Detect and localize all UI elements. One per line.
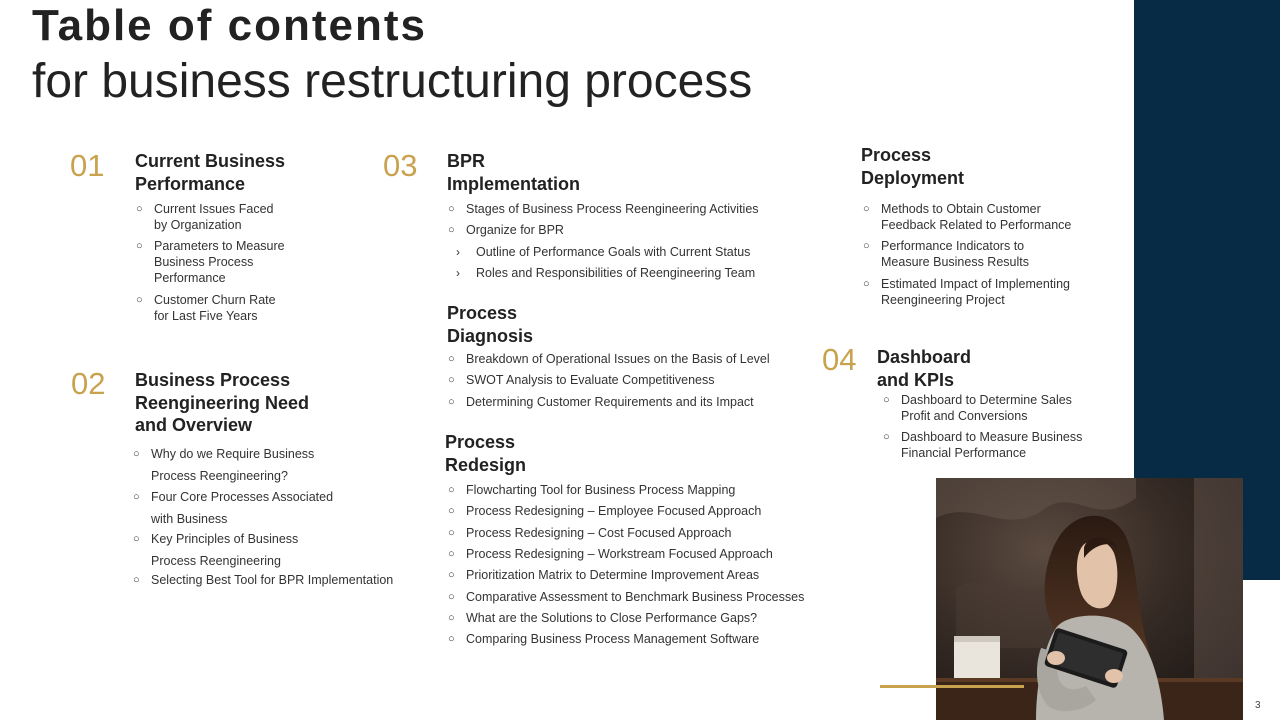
list-item: ○ Comparing Business Process Management Software — [448, 632, 760, 646]
list-item: ○ Breakdown of Operational Issues on the Basis of Level — [448, 352, 770, 366]
sub-list-item: › Roles and Responsibilities of Reengineering Team — [456, 266, 756, 280]
section-heading-bpr-implementation: BPR Implementation — [447, 151, 581, 194]
list-item: ○ Performance Indicators to Measure Business Results — [863, 239, 1029, 269]
page-number: 3 — [1255, 700, 1261, 711]
list-item: ○ Customer Churn Rate for Last Five Years — [136, 293, 276, 323]
gold-accent-line — [880, 685, 1024, 688]
list-item: ○ Parameters to Measure Business Process Performance — [136, 239, 285, 285]
bullet-circle-icon: ○ — [448, 527, 455, 539]
bullet-circle-icon: ○ — [448, 353, 455, 365]
list-item: ○ Prioritization Matrix to Determine Improvement Areas — [448, 568, 760, 582]
bullet-circle-icon: ○ — [136, 294, 143, 306]
bullet-circle-icon: ○ — [448, 505, 455, 517]
section-heading-dashboard-and-kpis: Dashboard and KPIs — [877, 347, 972, 390]
bullet-circle-icon: ○ — [448, 633, 455, 645]
section-heading-business-process-reengineering: Business Process Reengineering Need and Overview — [135, 370, 310, 435]
list-item: ○ Process Redesigning – Workstream Focused Approach — [448, 547, 773, 561]
bullet-circle-icon: ○ — [448, 548, 455, 560]
section-number-03: 03 — [383, 148, 418, 183]
section-number-01: 01 — [70, 148, 105, 183]
section-heading-process-diagnosis: Process Diagnosis — [447, 303, 534, 346]
woman-with-tablet-photo — [936, 478, 1243, 720]
bullet-circle-icon: ○ — [133, 533, 140, 545]
list-item: ○ Stages of Business Process Reengineering Activities — [448, 202, 759, 216]
list-item: ○ What are the Solutions to Close Performance Gaps? — [448, 611, 758, 625]
bullet-circle-icon: ○ — [133, 448, 140, 460]
section-heading-process-deployment: Process Deployment — [861, 145, 965, 188]
list-item: ○ Current Issues Faced by Organization — [136, 202, 274, 232]
bullet-circle-icon: ○ — [448, 569, 455, 581]
section-heading-process-redesign: Process Redesign — [445, 432, 527, 475]
chevron-right-icon: › — [456, 266, 460, 280]
sub-list-item: › Outline of Performance Goals with Current Status — [456, 245, 751, 259]
bullet-circle-icon: ○ — [448, 396, 455, 408]
bullet-circle-icon: ○ — [883, 394, 890, 406]
list-item: ○ Methods to Obtain Customer Feedback Related to Performance — [863, 202, 1072, 232]
list-item: ○ Determining Customer Requirements and its Impact — [448, 395, 754, 409]
list-item: ○ Four Core Processes Associated with Business — [151, 487, 333, 530]
bullet-circle-icon: ○ — [448, 612, 455, 624]
bullet-circle-icon: ○ — [883, 431, 890, 443]
list-item: ○ SWOT Analysis to Evaluate Competitiveness — [448, 373, 715, 387]
list-item: ○ Comparative Assessment to Benchmark Business Processes — [448, 590, 805, 604]
list-item: ○ Process Redesigning – Cost Focused Approach — [448, 526, 732, 540]
section-heading-current-business-performance: Current Business Performance — [135, 151, 286, 194]
list-item: ○ Selecting Best Tool for BPR Implementation — [133, 573, 394, 587]
bullet-circle-icon: ○ — [448, 224, 455, 236]
bullet-circle-icon: ○ — [136, 203, 143, 215]
bullet-circle-icon: ○ — [448, 203, 455, 215]
list-item: ○ Key Principles of Business Process Reengineering — [151, 529, 298, 572]
bullet-circle-icon: ○ — [863, 240, 870, 252]
bullet-circle-icon: ○ — [863, 278, 870, 290]
bullet-circle-icon: ○ — [133, 491, 140, 503]
list-item: ○ Process Redesigning – Employee Focused Approach — [448, 504, 762, 518]
bullet-circle-icon: ○ — [136, 240, 143, 252]
list-item: ○ Dashboard to Measure Business Financial Performance — [883, 430, 1083, 460]
list-item: ○ Estimated Impact of Implementing Reengineering Project — [863, 277, 1070, 307]
list-item: ○ Organize for BPR — [448, 223, 564, 237]
bullet-circle-icon: ○ — [448, 591, 455, 603]
bullet-circle-icon: ○ — [133, 574, 140, 586]
bullet-circle-icon: ○ — [863, 203, 870, 215]
chevron-right-icon: › — [456, 245, 460, 259]
page-subtitle: for business restructuring process — [32, 55, 753, 108]
section-number-04: 04 — [822, 342, 857, 377]
list-item: ○ Dashboard to Determine Sales Profit and Conversions — [883, 393, 1072, 423]
list-item: ○ Flowcharting Tool for Business Process Mapping — [448, 483, 736, 497]
list-item: ○ Why do we Require Business Process Reengineering? — [151, 444, 314, 487]
bullet-circle-icon: ○ — [448, 484, 455, 496]
bullet-circle-icon: ○ — [448, 374, 455, 386]
page-title: Table of contents — [32, 1, 427, 50]
photo-illustration — [936, 478, 1243, 720]
section-number-02: 02 — [71, 366, 106, 401]
